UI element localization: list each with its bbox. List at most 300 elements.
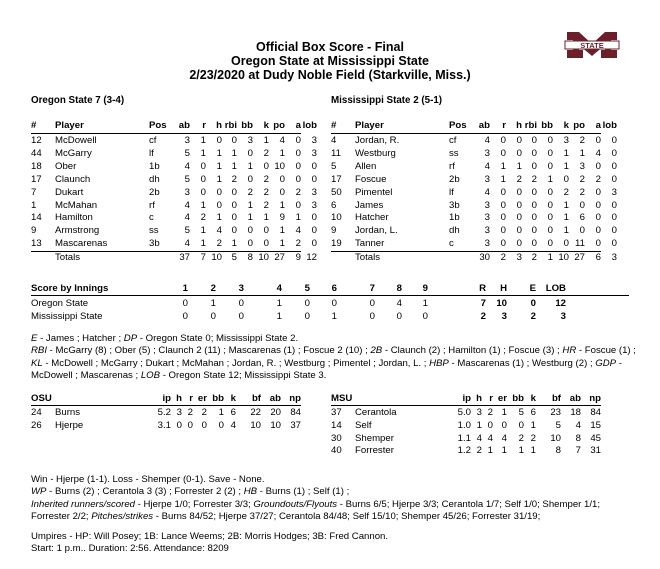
- stat-cell: 0: [531, 225, 537, 237]
- inherited-runners-label: Inherited runners/scored: [31, 498, 135, 510]
- stat-cell: 4: [595, 147, 601, 159]
- home-team-title: Mississippi State 2 (5-1): [331, 95, 443, 106]
- stat-cell: 0: [516, 147, 522, 159]
- pitching-stat: 2: [518, 432, 524, 444]
- decisions: Win - Hjerpe (1-1). Loss - Shemper (0-1). Save - None.: [31, 474, 265, 485]
- totals-cell: 30: [479, 252, 490, 264]
- stat-cell: 1: [216, 160, 222, 172]
- totals-cell: 27: [574, 252, 585, 264]
- stat-cell: 3: [484, 212, 490, 224]
- stat-cell: 2: [579, 186, 585, 198]
- pitching-stat: 1.2: [457, 445, 471, 457]
- doubles-text: - Claunch (2) ; Hamilton (1) ; Foscue (3) ;: [382, 345, 563, 357]
- pitching-stat: 1: [518, 445, 524, 457]
- stat-cell: 0: [231, 212, 237, 224]
- game-info-title: 2/23/2020 at Dudy Noble Field (Starkville, Miss.): [189, 68, 471, 82]
- matchup-title: Oregon State at Mississippi State: [231, 54, 429, 68]
- total-score: 7: [480, 298, 486, 309]
- stat-cell: 3: [311, 147, 317, 159]
- pitching-header: bb: [512, 393, 524, 404]
- pitcher-number: 37: [331, 407, 342, 418]
- stat-cell: 0: [516, 186, 522, 198]
- totals-cell: 3: [516, 252, 522, 264]
- totals-cell: 5: [231, 252, 237, 264]
- stat-cell: 0: [611, 147, 617, 159]
- stat-cell: 1: [247, 212, 253, 224]
- totals-cell: 3: [611, 252, 617, 264]
- pitching-stat: 8: [575, 432, 581, 444]
- totals-cell: 7: [200, 252, 206, 264]
- stat-cell: 2: [247, 186, 253, 198]
- stat-cell: 3: [311, 199, 317, 211]
- inning-header: 6: [331, 283, 337, 294]
- stat-cell: 1: [579, 147, 585, 159]
- player-name: Pimentel: [355, 186, 393, 198]
- player-number: 1: [31, 199, 37, 211]
- gdp-label: GDP: [595, 357, 617, 369]
- stat-cell: 1: [216, 147, 222, 159]
- totals-cell: 8: [247, 252, 253, 264]
- player-number: 10: [331, 212, 342, 224]
- column-header: Pos: [449, 120, 467, 131]
- stat-cell: 0: [247, 238, 253, 250]
- pitcher-name: Self: [355, 419, 372, 431]
- stat-cell: 4: [184, 212, 190, 224]
- column-header: r: [502, 120, 506, 131]
- pitching-header: er: [197, 393, 207, 404]
- player-number: 6: [331, 199, 337, 211]
- total-score: 3: [560, 311, 566, 322]
- stat-cell: 2: [263, 186, 269, 198]
- column-header: po: [573, 120, 585, 131]
- totals-cell: 10: [211, 252, 222, 264]
- pitching-header: h: [176, 393, 182, 404]
- stat-cell: 2: [595, 173, 601, 185]
- stat-cell: 0: [611, 160, 617, 172]
- double-plays-label: DP: [123, 333, 138, 344]
- pitching-header: ip: [162, 393, 171, 404]
- pitching-stat: 7: [575, 445, 581, 457]
- pitching-stat: 84: [590, 407, 601, 418]
- totals-cell: 2: [531, 252, 537, 264]
- pitching-stat: 3.1: [157, 419, 171, 431]
- player-number: 9: [331, 225, 337, 237]
- column-header: ab: [478, 120, 490, 131]
- pitching-stat: 6: [230, 407, 236, 418]
- inning-score: 0: [304, 298, 310, 309]
- pitcher-name: Hjerpe: [55, 419, 84, 431]
- stat-cell: 2: [200, 212, 206, 224]
- player-name: Ober: [55, 160, 77, 172]
- header-rule: [331, 133, 601, 134]
- column-header: k: [563, 120, 569, 131]
- stat-cell: 1: [295, 212, 301, 224]
- report-title: Official Box Score - Final: [256, 40, 404, 54]
- stat-cell: 0: [595, 225, 601, 237]
- player-position: c: [449, 238, 454, 250]
- player-number: 7: [31, 186, 37, 198]
- pitching-header: r: [489, 393, 493, 404]
- stat-cell: 0: [531, 135, 537, 146]
- stat-cell: 0: [531, 186, 537, 198]
- pitching-stat: 0: [218, 419, 224, 431]
- player-position: 3b: [149, 238, 160, 250]
- pitcher-name: Cerantola: [355, 407, 397, 418]
- total-header: LOB: [545, 283, 566, 294]
- pitching-header: ab: [569, 393, 581, 404]
- stat-cell: 2: [216, 238, 222, 250]
- stat-cell: 2: [263, 199, 269, 211]
- pitching-stat: 2: [476, 445, 482, 457]
- stat-cell: 0: [547, 186, 553, 198]
- stat-cell: 4: [184, 238, 190, 250]
- stat-cell: 1: [263, 212, 269, 224]
- stat-cell: 0: [500, 147, 506, 159]
- strikeouts-looking-label: KL: [31, 357, 43, 369]
- player-position: 2b: [149, 186, 160, 198]
- pitching-team: MSU: [331, 393, 353, 404]
- inning-score: 0: [182, 311, 188, 322]
- stat-cell: 4: [484, 186, 490, 198]
- stat-cell: 2: [263, 173, 269, 185]
- player-name: Jordan, R.: [355, 135, 400, 146]
- totals-cell: 10: [258, 252, 269, 264]
- pitching-stat: 1: [530, 445, 536, 457]
- column-header: Player: [55, 120, 84, 131]
- gdp-text: - McDowell ; Mascarenas ;: [31, 357, 622, 382]
- hbp-text: - Mascarenas (1) ; Westburg (2) ;: [448, 357, 596, 369]
- lob-text: - Oregon State 12; Mississippi State 3.: [160, 370, 327, 382]
- stat-cell: 0: [595, 186, 601, 198]
- inning-score: 0: [331, 298, 337, 309]
- stat-cell: 1: [279, 147, 285, 159]
- pitching-stat: 20: [270, 407, 281, 418]
- pitching-stat: 4: [501, 432, 507, 444]
- player-number: 18: [31, 160, 42, 172]
- pitching-stat: 84: [290, 407, 301, 418]
- stat-cell: 4: [295, 225, 301, 237]
- stat-cell: 0: [295, 147, 301, 159]
- inning-score: 0: [182, 298, 188, 309]
- stat-cell: 1: [247, 199, 253, 211]
- total-score: 10: [496, 298, 507, 309]
- total-score: 2: [530, 311, 536, 322]
- pitching-header: ip: [462, 393, 471, 404]
- stat-cell: 0: [311, 173, 317, 185]
- stat-cell: 5: [184, 173, 190, 185]
- pitching-header: k: [530, 393, 536, 404]
- pitching-stat: 5: [555, 419, 561, 431]
- stat-cell: 1: [563, 160, 569, 172]
- pitching-stat: 1: [501, 445, 507, 457]
- inning-score: 0: [396, 311, 402, 322]
- pitcher-name: Shemper: [355, 432, 394, 444]
- totals-cell: 27: [274, 252, 285, 264]
- stat-cell: 0: [547, 212, 553, 224]
- inning-score: 1: [331, 311, 337, 322]
- player-name: Westburg: [355, 147, 396, 159]
- stat-cell: 0: [500, 225, 506, 237]
- wild-pitches-label: WP: [31, 486, 47, 498]
- column-header: lob: [302, 120, 317, 131]
- stat-cell: 0: [200, 173, 206, 185]
- stat-cell: 2: [531, 173, 537, 185]
- pitching-stat: 0: [487, 419, 493, 431]
- stat-cell: 5: [184, 225, 190, 237]
- column-header: lob: [602, 120, 617, 131]
- double-plays-text: - Oregon State 0; Mississippi State 2.: [137, 333, 299, 344]
- stat-cell: 0: [295, 173, 301, 185]
- stat-cell: 0: [611, 199, 617, 211]
- stat-cell: 3: [484, 238, 490, 250]
- pitching-stat: 45: [590, 432, 601, 444]
- pitching-stat: 4: [487, 432, 493, 444]
- column-header: #: [331, 120, 337, 131]
- rbi-text: - McGarry (8) ; Ober (5) ; Claunch 2 (11) ; Mascarenas (1) ; Foscue 2 (10) ;: [47, 345, 371, 357]
- stat-cell: 4: [484, 160, 490, 172]
- pitcher-number: 30: [331, 432, 342, 444]
- player-position: ss: [449, 147, 459, 159]
- inning-score: 0: [422, 311, 428, 322]
- pitching-stat: 4: [575, 419, 581, 431]
- stat-cell: 3: [484, 225, 490, 237]
- stat-cell: 0: [500, 212, 506, 224]
- stat-cell: 1: [279, 199, 285, 211]
- pitching-stat: 2: [201, 407, 207, 418]
- stat-cell: 0: [216, 199, 222, 211]
- pitching-stat: 1: [501, 407, 507, 418]
- stat-cell: 0: [500, 199, 506, 211]
- stat-cell: 1: [563, 199, 569, 211]
- stat-cell: 1: [200, 147, 206, 159]
- column-header: a: [595, 120, 601, 131]
- stat-cell: 0: [595, 199, 601, 211]
- player-name: James: [355, 199, 384, 211]
- player-name: McDowell: [55, 135, 97, 146]
- stat-cell: 1: [279, 238, 285, 250]
- stat-cell: 0: [595, 238, 601, 250]
- column-header: Player: [355, 120, 384, 131]
- stat-cell: 1: [263, 135, 269, 146]
- stat-cell: 1: [500, 173, 506, 185]
- stat-cell: 0: [611, 225, 617, 237]
- stat-cell: 0: [611, 212, 617, 224]
- stat-cell: 0: [579, 199, 585, 211]
- totals-label: Totals: [355, 252, 381, 264]
- pitching-stat: 0: [176, 419, 182, 431]
- totals-cell: 12: [306, 252, 317, 264]
- player-number: 12: [31, 135, 42, 146]
- pitcher-number: 14: [331, 419, 342, 431]
- stat-cell: 1: [200, 199, 206, 211]
- stat-cell: 2: [263, 147, 269, 159]
- stat-cell: 3: [184, 135, 190, 146]
- pitching-stat: 1.1: [457, 432, 471, 444]
- player-position: rf: [449, 160, 455, 172]
- pitching-header: bf: [551, 393, 561, 404]
- totals-cell: 10: [558, 252, 569, 264]
- player-name: Jordan, L.: [355, 225, 398, 237]
- total-score: 12: [555, 298, 566, 309]
- player-position: cf: [149, 135, 157, 146]
- away-team-title: Oregon State 7 (3-4): [31, 95, 125, 106]
- player-name: McGarry: [55, 147, 92, 159]
- player-position: 1b: [149, 160, 160, 172]
- player-number: 19: [331, 238, 342, 250]
- stat-cell: 0: [563, 238, 569, 250]
- pitching-header: bf: [251, 393, 261, 404]
- stat-cell: 1: [200, 135, 206, 146]
- stat-cell: 2: [563, 186, 569, 198]
- inning-score: 0: [304, 311, 310, 322]
- stat-cell: 0: [595, 135, 601, 146]
- pitching-stat: 10: [550, 432, 561, 444]
- stat-cell: 1: [247, 160, 253, 172]
- column-header: a: [295, 120, 301, 131]
- player-position: dh: [149, 173, 160, 185]
- player-position: dh: [449, 225, 460, 237]
- stat-cell: 0: [547, 238, 553, 250]
- player-number: 13: [31, 238, 42, 250]
- player-number: 17: [31, 173, 42, 185]
- total-score: 3: [501, 311, 507, 322]
- pitching-header: ab: [269, 393, 281, 404]
- game-duration-attendance: Start: 1 p.m.. Duration: 2:56. Attendance: 8209: [31, 543, 229, 555]
- player-name: Hatcher: [355, 212, 389, 224]
- pitching-stat: 1: [218, 407, 224, 418]
- pitcher-name: Forrester: [355, 445, 394, 457]
- pitching-stat: 0: [187, 419, 193, 431]
- mississippi-state-logo: [561, 30, 623, 60]
- pitching-stat: 5.2: [157, 407, 171, 418]
- game-officials: [31, 531, 641, 556]
- stat-cell: 0: [516, 199, 522, 211]
- stat-cell: 2: [295, 186, 301, 198]
- stat-cell: 4: [184, 160, 190, 172]
- stat-cell: 0: [563, 173, 569, 185]
- column-header: k: [263, 120, 269, 131]
- pitching-stat: 5: [518, 407, 524, 418]
- stat-cell: 0: [531, 212, 537, 224]
- column-header: r: [202, 120, 206, 131]
- player-name: Allen: [355, 160, 377, 172]
- stat-cell: 1: [563, 212, 569, 224]
- inning-header: 4: [276, 283, 282, 294]
- stat-cell: 0: [595, 160, 601, 172]
- pitching-stat: 22: [250, 407, 261, 418]
- innings-rule: [31, 295, 629, 296]
- innings-label: Score by Innings: [31, 283, 109, 294]
- pitching-stat: 31: [590, 445, 601, 457]
- stat-cell: 9: [279, 212, 285, 224]
- player-position: c: [149, 212, 154, 224]
- stat-cell: 0: [547, 225, 553, 237]
- home-runs-text: - Foscue (1) ;: [576, 345, 636, 357]
- stat-cell: 0: [516, 212, 522, 224]
- column-header: rbi: [524, 120, 537, 131]
- rbi-label: RBI: [31, 345, 47, 357]
- inning-score: 0: [238, 311, 244, 322]
- player-number: 44: [31, 147, 42, 159]
- inning-score: 0: [238, 298, 244, 309]
- errors-label: E: [31, 333, 38, 344]
- stat-cell: 0: [200, 186, 206, 198]
- inning-score: 1: [210, 298, 216, 309]
- logo-lettering: STATE: [580, 41, 604, 50]
- stat-cell: 1: [516, 160, 522, 172]
- stat-cell: 0: [531, 147, 537, 159]
- stat-cell: 1: [231, 147, 237, 159]
- player-number: 9: [31, 225, 37, 237]
- stat-cell: 5: [184, 147, 190, 159]
- total-header: R: [479, 283, 486, 294]
- player-position: 3b: [449, 199, 460, 211]
- strikeouts-looking-text: - McDowell ; McGarry ; Dukart ; McMahan ; Jordan, R. ; Westburg ; Pimentel ; Jordan, L. ;: [42, 357, 430, 369]
- totals-cell: 2: [500, 252, 506, 264]
- stat-cell: 0: [579, 225, 585, 237]
- stat-cell: 0: [531, 238, 537, 250]
- stat-cell: 0: [263, 160, 269, 172]
- pitching-header: r: [189, 393, 193, 404]
- stat-cell: 3: [247, 135, 253, 146]
- errors-text: - James ; Hatcher ;: [37, 333, 124, 344]
- stat-cell: 2: [516, 173, 522, 185]
- stat-cell: 0: [216, 135, 222, 146]
- stat-cell: 0: [295, 160, 301, 172]
- player-name: Tanner: [355, 238, 385, 250]
- pitching-team: OSU: [31, 393, 52, 404]
- stat-cell: 0: [311, 212, 317, 224]
- stat-cell: 3: [484, 199, 490, 211]
- pitcher-number: 40: [331, 445, 342, 457]
- column-header: h: [516, 120, 522, 131]
- stat-cell: 0: [247, 147, 253, 159]
- umpires: Umpires - HP: Will Posey; 1B: Lance Weems; 2B: Morris Hodges; 3B: Fred Cannon.: [31, 531, 389, 542]
- stat-cell: 1: [500, 160, 506, 172]
- player-position: cf: [449, 135, 457, 146]
- stat-cell: 0: [216, 186, 222, 198]
- stat-cell: 0: [279, 186, 285, 198]
- player-number: 11: [331, 147, 341, 159]
- stat-cell: 11: [575, 238, 585, 250]
- pitching-stat: 37: [290, 419, 301, 431]
- pitching-stat: 2: [187, 407, 193, 418]
- pitching-stat: 1: [476, 419, 482, 431]
- stat-cell: 0: [263, 238, 269, 250]
- pitching-header: bb: [212, 393, 224, 404]
- stat-cell: 3: [563, 135, 569, 146]
- player-name: Foscue: [355, 173, 387, 185]
- stat-cell: 0: [231, 199, 237, 211]
- inning-header: 7: [369, 283, 375, 294]
- stat-cell: 0: [547, 199, 553, 211]
- pitches-strikes-text: - Burns 84/52; Hjerpe 37/27; Cerantola 84/48; Self 15/10; Shemper 45/26; Forrester 31/19;: [153, 511, 541, 523]
- pitches-strikes-label: Pitches/strikes: [91, 511, 154, 523]
- inherited-runners-text: - Hjerpe 1/0; Forrester 3/3;: [135, 498, 254, 510]
- pitching-header-rule: [331, 405, 601, 406]
- pitching-stat: 0: [518, 419, 524, 431]
- stat-cell: 0: [263, 225, 269, 237]
- pitching-stat: 0: [201, 419, 207, 431]
- stat-cell: 3: [611, 186, 617, 198]
- pitching-notes: [31, 474, 641, 524]
- column-header: po: [273, 120, 285, 131]
- player-number: 4: [331, 135, 337, 146]
- pitching-stat: 5.0: [457, 407, 471, 418]
- stat-cell: 2: [579, 173, 585, 185]
- inning-header: 3: [238, 283, 244, 294]
- stat-cell: 10: [274, 160, 285, 172]
